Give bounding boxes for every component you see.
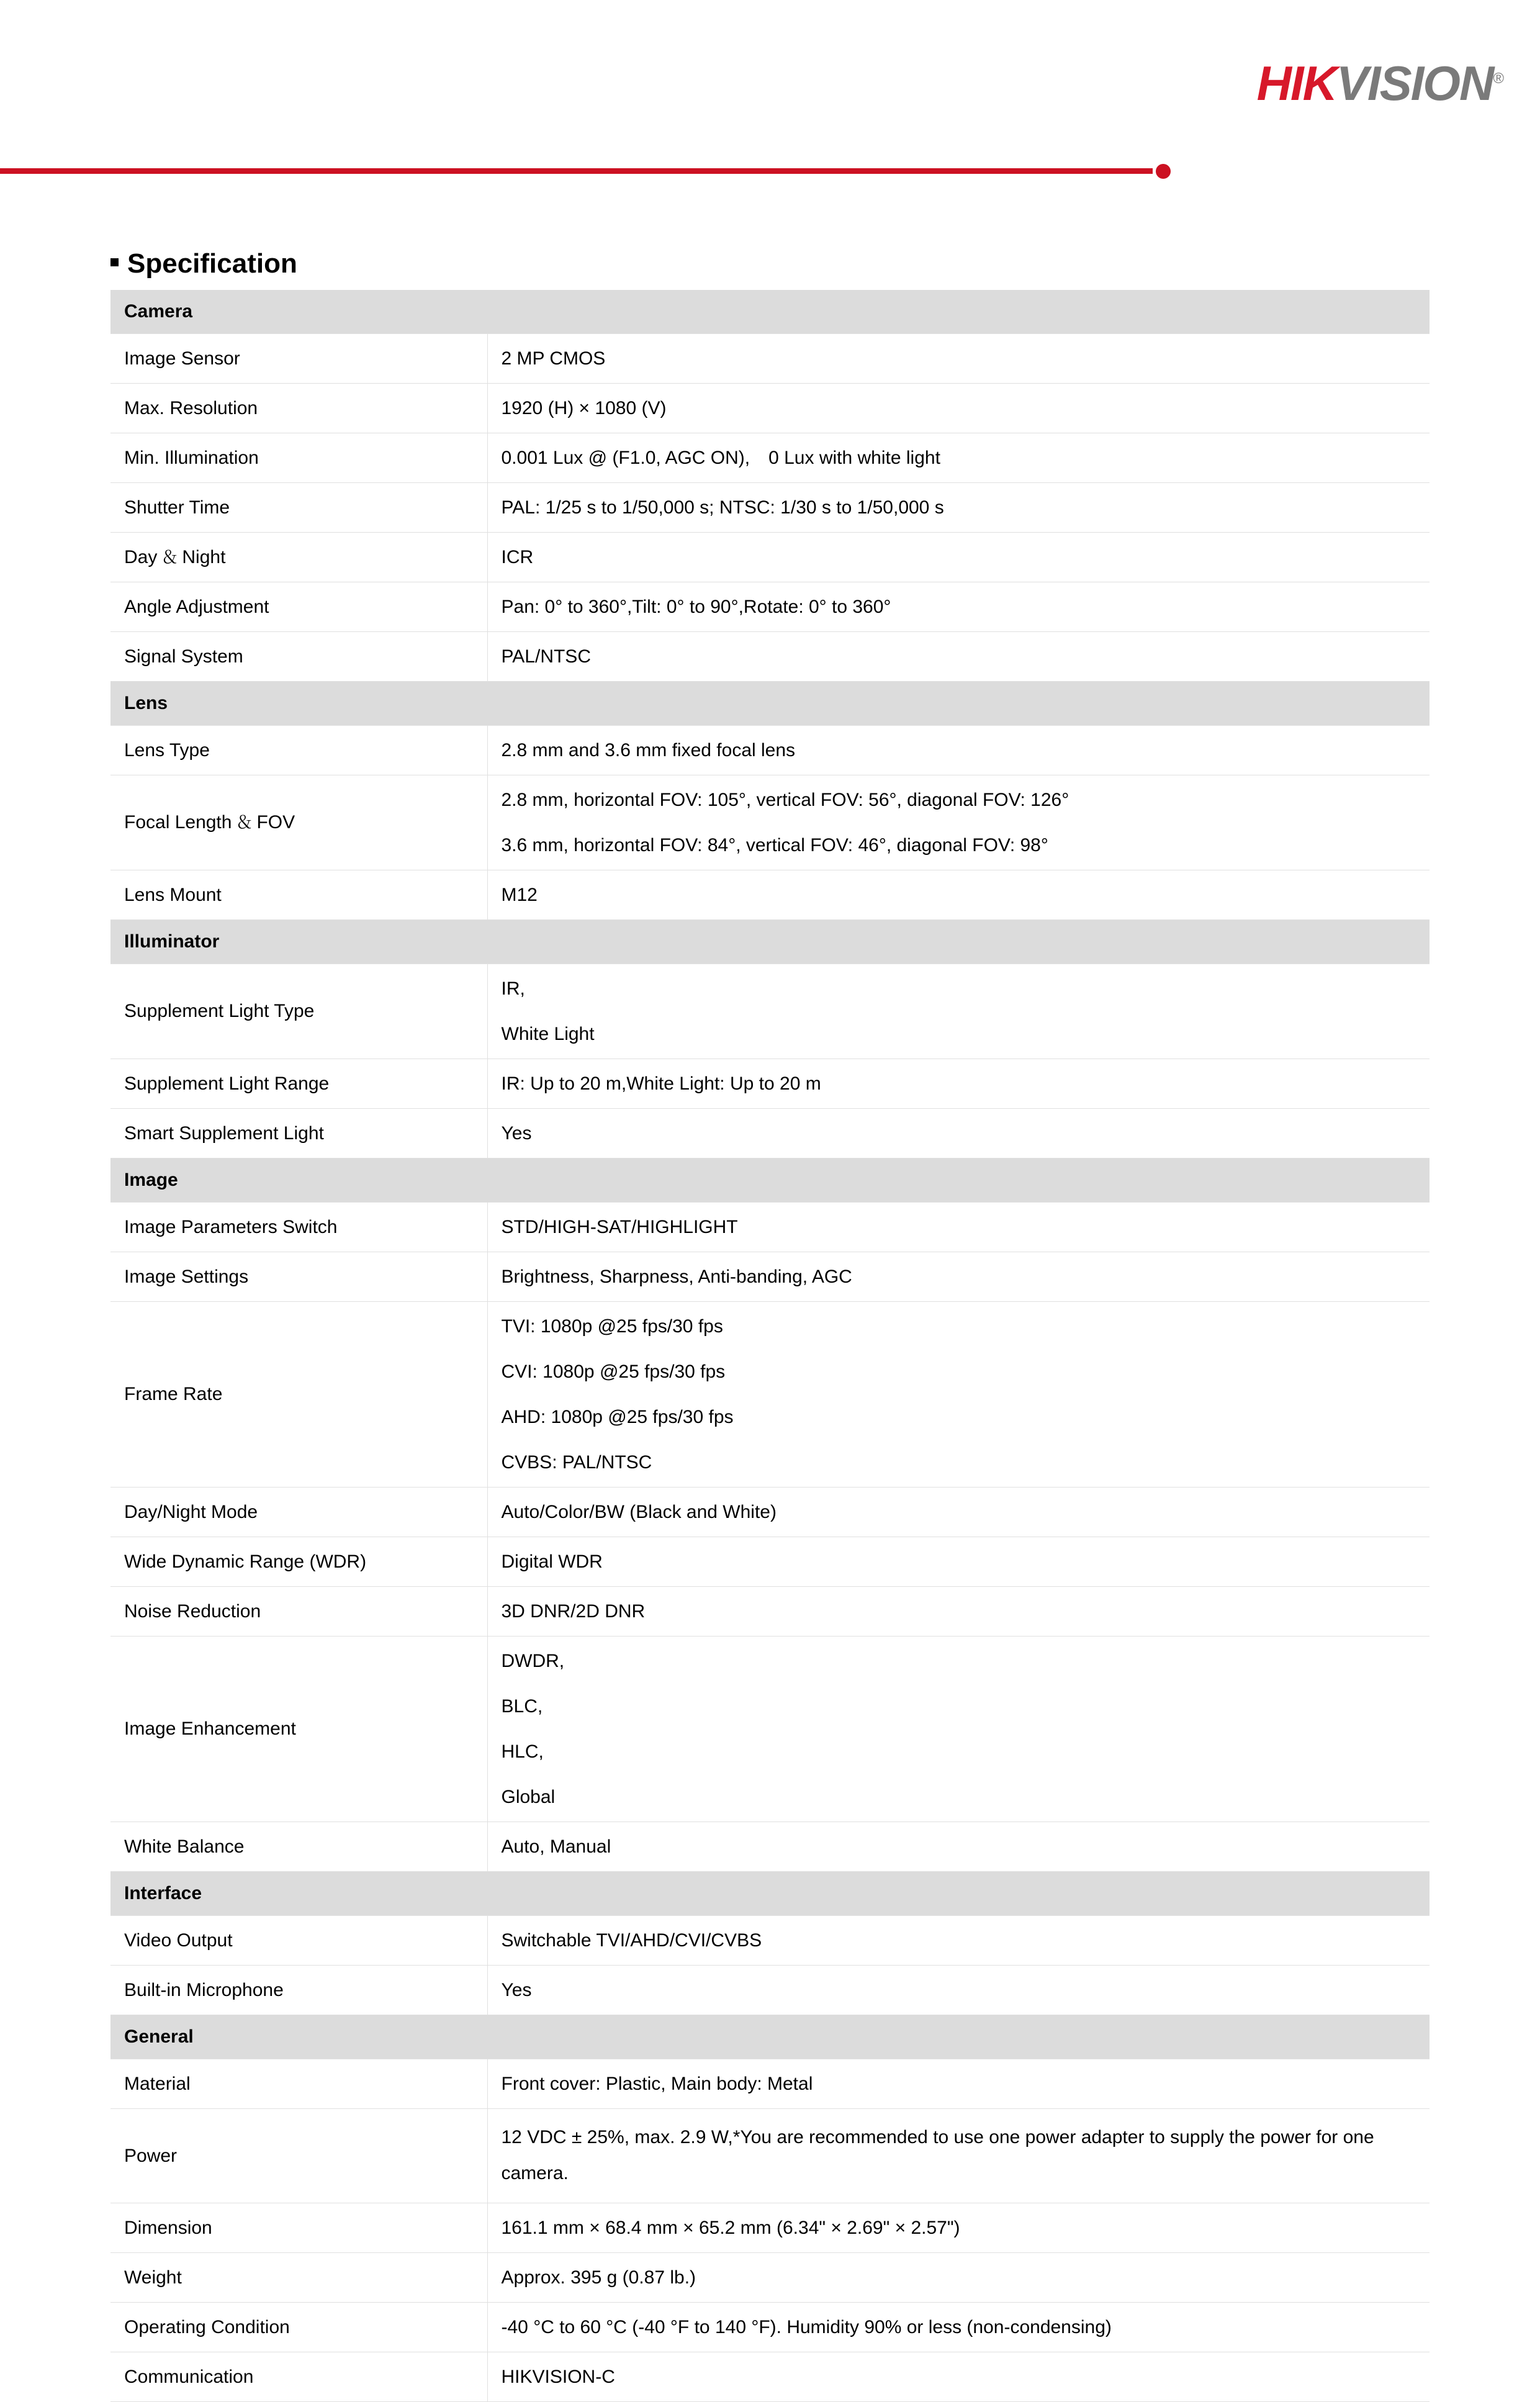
spec-label (110, 532, 487, 582)
table-row (110, 631, 1430, 681)
logo-text-hik: HIK (1256, 56, 1336, 111)
spec-value (487, 1822, 1430, 1871)
spec-value-line: Front cover: Plastic, Main body: Metal (501, 2073, 813, 2094)
spec-value-line: AHD: 1080p @25 fps/30 fps (501, 1406, 734, 1427)
table-row (110, 1586, 1430, 1636)
spec-value-line: 3.6 mm, horizontal FOV: 84°, vertical FOV: 46°, diagonal FOV: 98° (501, 834, 1048, 856)
table-section-header (110, 1158, 1430, 1202)
page-title (110, 248, 1430, 280)
table-section-header-label: Camera (110, 290, 1430, 334)
spec-value (487, 870, 1430, 919)
table-section-header (110, 290, 1430, 334)
table-section-header-label: Illuminator (110, 919, 1430, 964)
spec-value-line: M12 (501, 884, 538, 905)
table-row (110, 2302, 1430, 2352)
spec-label: Image Sensor (110, 333, 487, 383)
table-row (110, 1202, 1430, 1252)
spec-value (487, 333, 1430, 383)
spec-label: Dimension (110, 2203, 487, 2252)
spec-value (487, 582, 1430, 631)
spec-value-line: ICR (501, 546, 534, 567)
spec-value-line: Yes (501, 1979, 532, 2000)
spec-value-line: IR: Up to 20 m,White Light: Up to 20 m (501, 1073, 821, 1094)
spec-value (487, 383, 1430, 433)
spec-label-suffix: FOV (256, 812, 295, 833)
table-row (110, 1537, 1430, 1586)
spec-value (487, 1586, 1430, 1636)
logo-text-vision: VISION (1336, 56, 1493, 111)
spec-value (487, 1636, 1430, 1822)
spec-value (487, 1301, 1430, 1487)
spec-value-line: Brightness, Sharpness, Anti-banding, AGC (501, 1266, 852, 1287)
spec-label: Min. Illumination (110, 433, 487, 482)
spec-label: Image Settings (110, 1252, 487, 1301)
spec-value-line: Pan: 0° to 360°,Tilt: 0° to 90°,Rotate: 0° to 360° (501, 596, 891, 617)
spec-value (487, 1202, 1430, 1252)
spec-label: Signal System (110, 631, 487, 681)
spec-value-line: TVI: 1080p @25 fps/30 fps (501, 1316, 723, 1337)
spec-value (487, 1965, 1430, 2015)
spec-value (487, 1252, 1430, 1301)
spec-label-prefix: Focal Length (124, 812, 232, 833)
spec-label: Built-in Microphone (110, 1965, 487, 2015)
spec-value-line: White Light (501, 1023, 595, 1044)
spec-label: Material (110, 2059, 487, 2108)
spec-value-line: Auto, Manual (501, 1836, 611, 1857)
spec-value-line: 3D DNR/2D DNR (501, 1601, 646, 1622)
spec-label: Lens Mount (110, 870, 487, 919)
spec-value-line: BLC, (501, 1695, 543, 1717)
spec-value-line: 161.1 mm × 68.4 mm × 65.2 mm (6.34" × 2.69" × 2.57") (501, 2217, 960, 2238)
table-section-header (110, 2015, 1430, 2059)
table-row (110, 964, 1430, 1059)
table-row (110, 1301, 1430, 1487)
spec-value (487, 2302, 1430, 2352)
table-row (110, 2352, 1430, 2401)
table-row (110, 383, 1430, 433)
header-rule-line (0, 168, 1153, 174)
header-rule-dot-icon (1156, 164, 1171, 179)
spec-label: Shutter Time (110, 482, 487, 532)
spec-label-prefix: Day (124, 546, 158, 567)
spec-value (487, 1487, 1430, 1537)
spec-value-line: STD/HIGH-SAT/HIGHLIGHT (501, 1216, 738, 1237)
spec-value-line: Digital WDR (501, 1551, 603, 1572)
ampersand-icon: ＆ (235, 812, 253, 833)
spec-label: Operating Condition (110, 2302, 487, 2352)
table-row (110, 482, 1430, 532)
spec-value (487, 725, 1430, 775)
spec-value (487, 1108, 1430, 1158)
spec-value (487, 2352, 1430, 2401)
page-header (0, 0, 1540, 186)
spec-value-line: CVBS: PAL/NTSC (501, 1452, 652, 1473)
table-row (110, 532, 1430, 582)
ampersand-icon: ＆ (161, 546, 179, 567)
spec-label: White Balance (110, 1822, 487, 1871)
spec-value-line: 2.8 mm, horizontal FOV: 105°, vertical FOV: 56°, diagonal FOV: 126° (501, 789, 1069, 810)
table-row (110, 2108, 1430, 2203)
table-section-header (110, 1871, 1430, 1915)
spec-value-line: Approx. 395 g (0.87 lb.) (501, 2267, 696, 2288)
spec-label: Frame Rate (110, 1301, 487, 1487)
spec-label: Video Output (110, 1915, 487, 1965)
spec-value (487, 631, 1430, 681)
spec-value-line: 12 VDC ± 25%, max. 2.9 W,*You are recommended to use one power adapter to supply the power for one camera. (501, 2126, 1374, 2184)
spec-label: Day/Night Mode (110, 1487, 487, 1537)
table-row (110, 2252, 1430, 2302)
page-title-label: Specification (127, 248, 297, 279)
table-section-header-label: Image (110, 1158, 1430, 1202)
specification-table (110, 290, 1430, 2402)
table-row (110, 775, 1430, 870)
table-row (110, 333, 1430, 383)
table-row (110, 870, 1430, 919)
table-row (110, 2203, 1430, 2252)
spec-value (487, 433, 1430, 482)
spec-value-line: 0.001 Lux @ (F1.0, AGC ON), 0 Lux with white light (501, 447, 940, 468)
spec-value (487, 2203, 1430, 2252)
table-section-header (110, 919, 1430, 964)
spec-label: Power (110, 2108, 487, 2203)
spec-value-line: -40 °C to 60 °C (-40 °F to 140 °F). Humidity 90% or less (non-condensing) (501, 2316, 1112, 2337)
spec-value-line: Auto/Color/BW (Black and White) (501, 1501, 777, 1522)
table-row (110, 1108, 1430, 1158)
spec-value-line: Yes (501, 1122, 532, 1144)
table-row (110, 1822, 1430, 1871)
table-section-header-label: General (110, 2015, 1430, 2059)
spec-value-line: HIKVISION-C (501, 2366, 615, 2387)
spec-label: Max. Resolution (110, 383, 487, 433)
spec-value-line: HLC, (501, 1741, 544, 1762)
spec-label: Angle Adjustment (110, 582, 487, 631)
table-row (110, 1059, 1430, 1108)
spec-value (487, 964, 1430, 1059)
registered-trademark-icon: ® (1493, 70, 1503, 87)
spec-value (487, 1059, 1430, 1108)
spec-value (487, 775, 1430, 870)
spec-value-line: CVI: 1080p @25 fps/30 fps (501, 1361, 726, 1382)
spec-label: Supplement Light Range (110, 1059, 487, 1108)
spec-value-line: 2.8 mm and 3.6 mm fixed focal lens (501, 739, 796, 761)
spec-label: Noise Reduction (110, 1586, 487, 1636)
spec-label: Wide Dynamic Range (WDR) (110, 1537, 487, 1586)
spec-value-line: PAL/NTSC (501, 646, 591, 667)
spec-label-suffix: Night (182, 546, 226, 567)
table-section-header-label: Lens (110, 681, 1430, 725)
table-row (110, 725, 1430, 775)
spec-value (487, 532, 1430, 582)
spec-value (487, 2059, 1430, 2108)
spec-value-line: Global (501, 1786, 556, 1807)
spec-value-line: IR, (501, 978, 525, 999)
spec-value-line: DWDR, (501, 1650, 565, 1671)
header-divider (0, 164, 1540, 183)
table-row (110, 1915, 1430, 1965)
spec-label: Smart Supplement Light (110, 1108, 487, 1158)
table-section-header (110, 681, 1430, 725)
spec-value (487, 1915, 1430, 1965)
square-bullet-icon (110, 258, 119, 266)
spec-value-line: Switchable TVI/AHD/CVI/CVBS (501, 1930, 762, 1951)
table-row (110, 2059, 1430, 2108)
spec-label: Communication (110, 2352, 487, 2401)
spec-value (487, 2108, 1430, 2203)
spec-value-line: 2 MP CMOS (501, 348, 606, 369)
table-row (110, 1252, 1430, 1301)
spec-label: Supplement Light Type (110, 964, 487, 1059)
spec-value (487, 2252, 1430, 2302)
spec-label: Image Enhancement (110, 1636, 487, 1822)
spec-value-line: 1920 (H) × 1080 (V) (501, 397, 667, 418)
spec-value (487, 482, 1430, 532)
spec-value (487, 1537, 1430, 1586)
table-row (110, 1487, 1430, 1537)
table-section-header-label: Interface (110, 1871, 1430, 1915)
table-row (110, 433, 1430, 482)
spec-label (110, 775, 487, 870)
spec-label: Lens Type (110, 725, 487, 775)
table-row (110, 1965, 1430, 2015)
spec-label: Weight (110, 2252, 487, 2302)
spec-value-line: PAL: 1/25 s to 1/50,000 s; NTSC: 1/30 s to 1/50,000 s (501, 497, 944, 518)
page-content (110, 248, 1430, 2402)
table-row (110, 1636, 1430, 1822)
table-row (110, 582, 1430, 631)
spec-label: Image Parameters Switch (110, 1202, 487, 1252)
hikvision-logo (1256, 56, 1503, 111)
